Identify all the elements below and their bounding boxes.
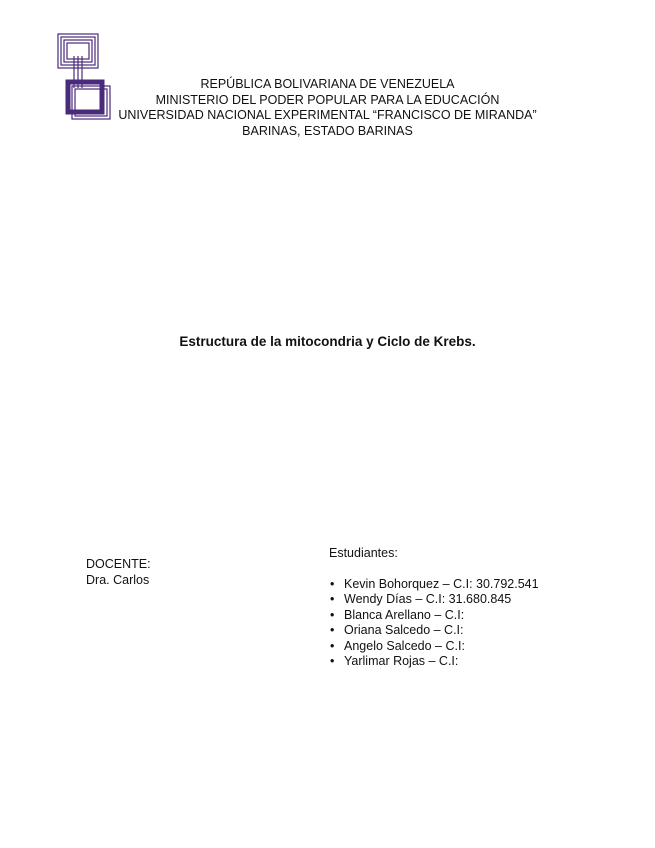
header-line-republic: REPÚBLICA BOLIVARIANA DE VENEZUELA [200,77,455,91]
header-line-location: BARINAS, ESTADO BARINAS [242,123,413,138]
list-item [329,623,539,639]
bullet-icon: • [330,592,335,606]
list-item [329,592,539,608]
header-line-university: UNIVERSIDAD NACIONAL EXPERIMENTAL “FRANCISCO DE MIRANDA” [118,108,537,122]
docente-block [86,557,151,588]
institution-header [0,77,655,139]
students-block [329,546,539,670]
student-name: Oriana Salcedo – C.I: [344,623,464,637]
docente-label: DOCENTE: [86,557,151,571]
student-name: Yarlimar Rojas – C.I: [344,654,459,668]
student-name: Wendy Días – C.I: 31.680.845 [344,592,512,606]
docente-name: Dra. Carlos [86,572,150,587]
bullet-icon: • [330,654,335,668]
students-list [329,577,539,670]
student-name: Angelo Salcedo – C.I: [344,638,465,653]
students-heading: Estudiantes: [329,546,398,560]
document-title: Estructura de la mitocondria y Ciclo de Krebs. [179,334,476,349]
list-item [329,608,539,624]
header-line-ministry: MINISTERIO DEL PODER POPULAR PARA LA EDUCACIÓN [155,92,500,107]
list-item [329,654,539,670]
bullet-icon: • [330,576,335,591]
student-name: Blanca Arellano – C.I: [344,607,465,622]
list-item [329,577,539,593]
list-item [329,639,539,655]
student-name: Kevin Bohorquez – C.I: 30.792.541 [344,576,539,591]
bullet-icon: • [330,638,335,653]
bullet-icon: • [330,607,335,622]
bullet-icon: • [330,623,335,637]
